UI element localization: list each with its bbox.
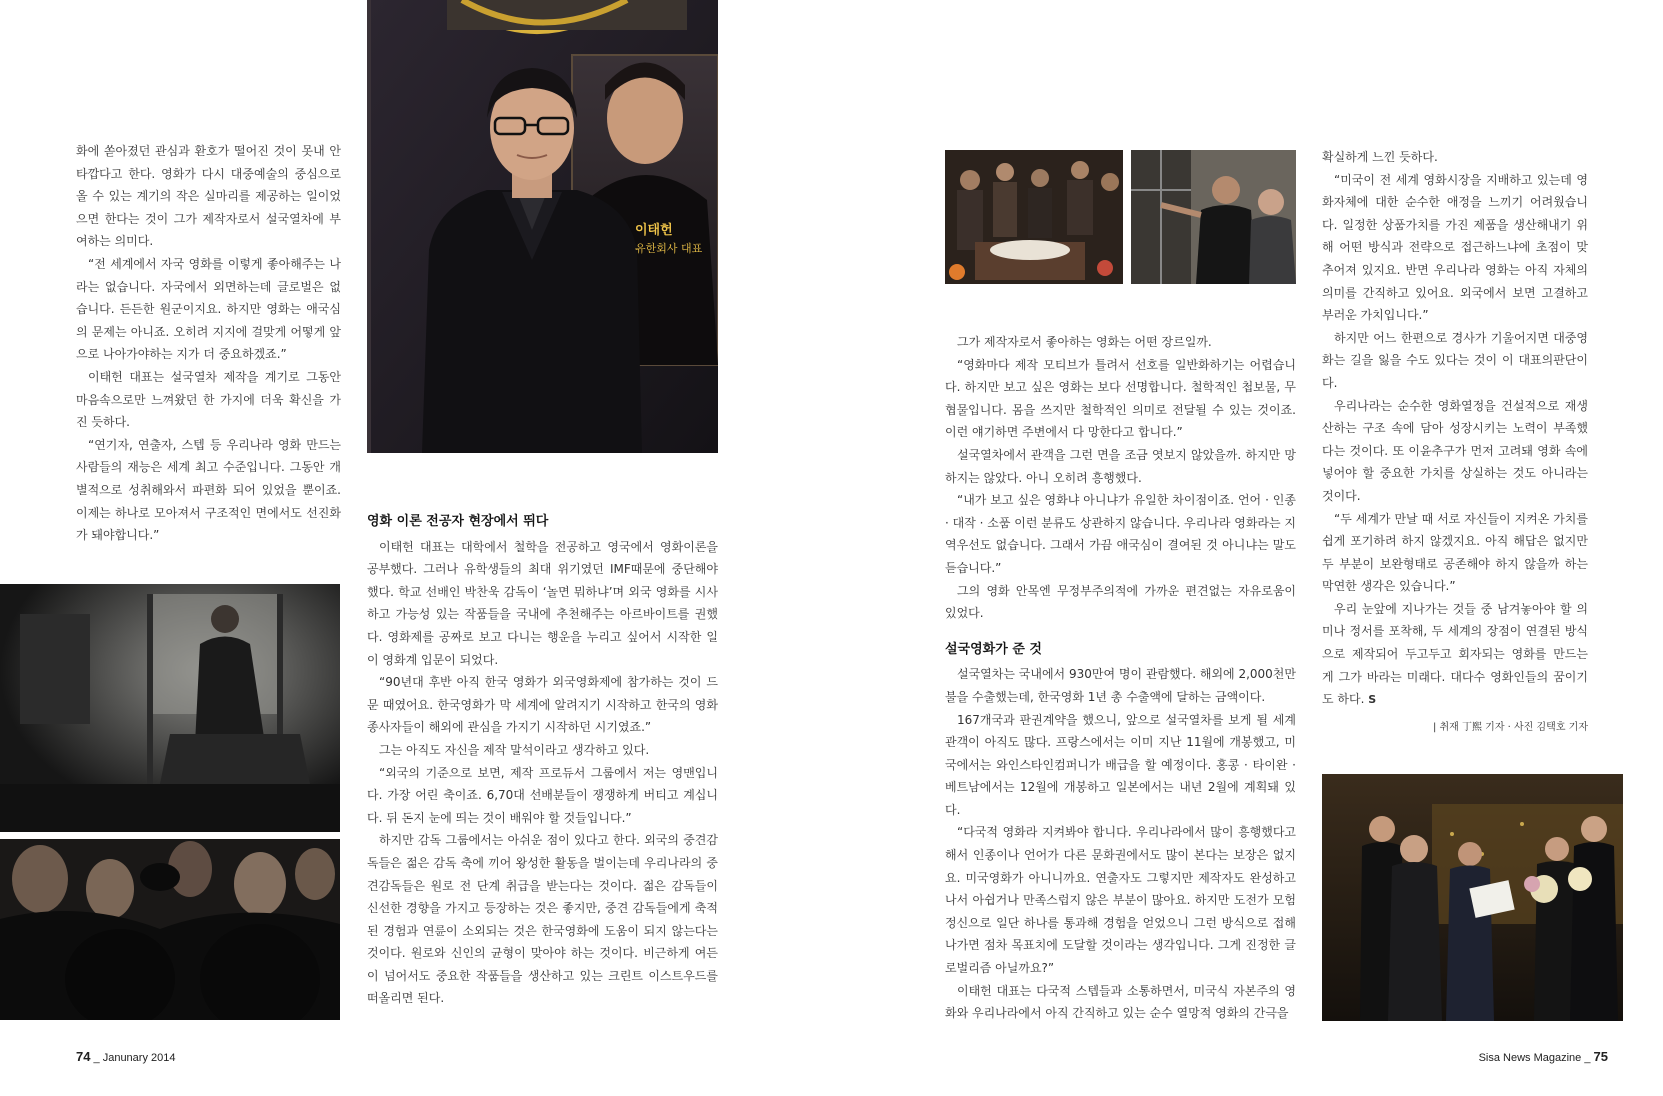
movie-still-crowd bbox=[0, 839, 340, 1020]
right-column-3 bbox=[945, 331, 1296, 1025]
closing-paragraph: 우리 눈앞에 지나가는 것들 중 남겨놓아야 할 의미나 정서를 포착해, 두 세계의 장점이 연결된 방식으로 제작되어 두고두고 회자되는 영화를 만드는 게 그가 바라는 미래다. 대다수 영화인들의 꿈이기도 하다. bbox=[1322, 601, 1588, 707]
left-column-1 bbox=[76, 140, 341, 547]
page-number-left: 74 bbox=[76, 1049, 91, 1064]
award-ceremony-photo bbox=[1322, 774, 1623, 1021]
quote-paragraph: “90년대 후반 아직 한국 영화가 외국영화제에 참가하는 것이 드문 때였어요. 한국영화가 막 세계에 알려지기 시작하고 한국의 영화 종사자들이 해외에 관심을 가지기 시작하던 시기였죠.” bbox=[367, 675, 718, 735]
paragraph: 이태헌 대표는 대학에서 철학을 전공하고 영국에서 영화이론을 공부했다. 그러나 유학생들의 최대 위기였던 IMF때문에 중단해야 했다. 학교 선배인 박찬욱 감독이 ‘놀면 뭐하냐’며 외국 영화를 시사하고 가능성 있는 작품들을 국내에 추천해주는 아르바이트를 권했다. 영화제를 공짜로 보고 다니는 행운을 누리고 싶어서 시작한 일이 영화계 입문이 되었다. bbox=[367, 539, 718, 667]
paragraph: 그의 영화 안목엔 무정부주의적에 가까운 편견없는 자유로움이 있었다. bbox=[945, 583, 1296, 621]
page-number-right: 75 bbox=[1593, 1049, 1608, 1064]
paragraph: 이태헌 대표는 설국열차 제작을 계기로 그동안 마음속으로만 느껴왔던 한 가지에 더욱 확신을 가진 듯하다. bbox=[76, 369, 341, 430]
movie-still-train-illustration bbox=[0, 584, 340, 832]
quote-paragraph: “연기자, 연출자, 스텝 등 우리나라 영화 만드는 사람들의 재능은 세계 최고 수준입니다. 그동안 개별적으로 성취해와서 파편화 되어 있었을 뿐이죠. 이제는 하나로 모아져서 구조적인 면에서도 선진화가 돼야합니다.” bbox=[76, 437, 341, 543]
quote-paragraph: “영화마다 제작 모티브가 틀려서 선호를 일반화하기는 어렵습니다. 하지만 보고 싶은 영화는 보다 선명합니다. 철학적인 첩보물, 무협물입니다. 몸을 쓰지만 철학적인 의미로 전달될 수 있는 것이죠. 이런 얘기하면 주변에서 다 망한다고 합니다.” bbox=[945, 357, 1296, 440]
portrait-name: 이태헌 bbox=[635, 223, 673, 238]
magazine-name: Sisa News Magazine bbox=[1478, 1052, 1582, 1064]
event-photo-set-illustration bbox=[1131, 150, 1296, 284]
paragraph: 그가 제작자로서 좋아하는 영화는 어떤 장르일까. bbox=[957, 335, 1212, 349]
paragraph: 설국열차에서 관객을 그런 면을 조금 엿보지 않았을까. 하지만 망하지는 않았다. 아니 오히려 흥행했다. bbox=[945, 447, 1296, 485]
folio-separator: _ bbox=[1581, 1052, 1594, 1064]
quote-paragraph: “전 세계에서 자국 영화를 이렇게 좋아해주는 나라는 없습니다. 자국에서 외면하는데 글로벌은 없습니다. 든든한 원군이지요. 하지만 영화는 애국심의 문제는 아니죠. 오히려 지지에 걸맞게 어떻게 앞으로 나아가야하는 지가 더 중요하겠죠.” bbox=[76, 256, 341, 362]
left-folio bbox=[76, 1049, 175, 1064]
portrait-title: 유한회사 대표 bbox=[635, 242, 703, 255]
folio-separator: _ bbox=[90, 1052, 103, 1064]
end-mark: S bbox=[1368, 693, 1377, 707]
section-heading-2: 설국영화가 준 것 bbox=[945, 641, 1042, 657]
paragraph: 우리나라는 순수한 영화열정을 건설적으로 재생산하는 구조 속에 담아 성장시키는 노력이 부족했다는 것이다. 또 이윤추구가 먼저 고려돼 영화 속에 넣어야 할 중요한 가치를 상실하는 것도 아니라는 것이다. bbox=[1322, 398, 1588, 503]
paragraph: 167개국과 판권계약을 했으니, 앞으로 설국열차를 보게 될 세계 관객이 아직도 많다. 프랑스에서는 이미 지난 11월에 개봉했고, 미국에서는 와인스타인컴퍼니가 배급을 할 예정이다. 홍콩 · 타이완 · 베트남에서는 12월에 개봉하고 일본에서는 내년 2월에 계획돼 있다. bbox=[945, 712, 1296, 817]
right-folio bbox=[1479, 1049, 1608, 1064]
paragraph: 이태헌 대표는 다국적 스텝들과 소통하면서, 미국식 자본주의 영화와 우리나라에서 아직 간직하고 있는 순수 열망적 영화의 간극을 bbox=[945, 983, 1296, 1021]
section-heading-1: 영화 이론 전공자 현장에서 뛰다 bbox=[367, 514, 549, 529]
left-column-2 bbox=[367, 511, 718, 1010]
quote-paragraph: “내가 보고 싶은 영화냐 아니냐가 유일한 차이점이죠. 언어 · 인종 · 대작 · 소품 이런 분류도 상관하지 않습니다. 우리나라 영화라는 지역우선도 없습니다. 그래서 가끔 애국심이 결여된 것 아니냐는 말도 듣습니다.” bbox=[945, 493, 1296, 575]
issue-date: Janunary 2014 bbox=[102, 1052, 176, 1064]
paragraph: 화에 쏟아졌던 관심과 환호가 떨어진 것이 못내 안타깝다고 한다. 영화가 다시 대중예술의 중심으로 올 수 있는 계기의 작은 실마리를 제공하는 일이었으면 한다는 것이 그가 제작자로서 설국열차에 부여하는 의미다. bbox=[76, 144, 341, 249]
movie-still-crowd-illustration bbox=[0, 839, 340, 1020]
event-photo-party-illustration bbox=[945, 150, 1123, 284]
paragraph: 하지만 어느 한편으로 경사가 기울어지면 대중영화는 길을 잃을 수도 있다는 것이 이 대표의판단이다. bbox=[1322, 330, 1588, 390]
quote-paragraph: “다국적 영화라 지켜봐야 합니다. 우리나라에서 많이 흥행했다고 해서 인종이나 언어가 다른 문화권에서도 많이 본다는 보장은 없지요. 미국영화가 아니니까요. 연출자도 그렇지만 제작자도 완성하고 나서 아쉽거나 만족스럽지 않은 부분이 많아요. 하지만 도전가 모험 정신으로 일단 하나를 통과해 경험을 얻었으니 그런 방식으로 접해 나가면 점차 목표치에 도달할 것이라는 생각입니다. 그게 진정한 글로벌리즘 아닐까요?” bbox=[945, 825, 1296, 976]
event-photo-set bbox=[1131, 150, 1296, 284]
quote-paragraph: “두 세계가 만날 때 서로 자신들이 지켜온 가치를 쉽게 포기하려 하지 않겠지요. 아직 해답은 없지만 두 부분이 보완형태로 공존해야 하지 않을까 하는 막연한 생각은 있습니다.” bbox=[1322, 511, 1588, 594]
paragraph: 하지만 감독 그룹에서는 아쉬운 점이 있다고 한다. 외국의 중견감독들은 젊은 감독 축에 끼어 왕성한 활동을 벌이는데 우리나라의 중견감독들은 원로 전 단계 취급을 받는다는 것이다. 젊은 감독들이 신선한 경향을 가지고 등장하는 것은 좋지만, 중견 감독들에게 축적된 경험과 연륜이 소외되는 것은 한국영화에 도움이 되지 않는다는 것이다. 원로와 신인의 균형이 맞아야 하는 것이다. 비근하게 여든이 넘어서도 중요한 작품들을 생산하고 있는 크린트 이스트우드를 떠올리면 된다. bbox=[367, 833, 718, 1006]
paragraph: 설국열차는 국내에서 930만여 명이 관람했다. 해외에 2,000천만 불을 수출했는데, 한국영화 1년 총 수출액에 달하는 금액이다. bbox=[945, 667, 1296, 704]
paragraph: 확실하게 느낀 듯하다. bbox=[1322, 150, 1438, 164]
paragraph: 그는 아직도 자신을 제작 말석이라고 생각하고 있다. bbox=[379, 742, 650, 757]
portrait-caption bbox=[635, 222, 702, 258]
event-photo-party bbox=[945, 150, 1123, 284]
quote-paragraph: “외국의 기준으로 보면, 제작 프로듀서 그룹에서 저는 영맨입니다. 가장 어린 축이죠. 6,70대 선배분들이 쟁쟁하게 버티고 계십니다. 뒤 돈지 눈에 띄는 것이 배워야 할 것들입니다.” bbox=[367, 765, 718, 825]
quote-paragraph: “미국이 전 세계 영화시장을 지배하고 있는데 영화자체에 대한 순수한 애정을 느끼기 어려웠습니다. 일정한 상품가치를 가진 제품을 생산해내기 위해 어떤 방식과 전략으로 접근하느냐에 초점이 맞추어져 있지요. 반면 우리나라 영화는 아직 자체의 의미를 간직하고 있어요. 외국에서 보면 고결하고 부러운 가치입니다.” bbox=[1322, 172, 1588, 323]
right-column-4 bbox=[1322, 146, 1588, 712]
paragraph bbox=[1322, 598, 1588, 712]
movie-still-train bbox=[0, 584, 340, 832]
byline-credit: | 취재 丁熙 기자 · 사진 김택호 기자 bbox=[1432, 722, 1588, 733]
portrait-photo bbox=[367, 0, 718, 453]
award-ceremony-illustration bbox=[1322, 774, 1623, 1021]
